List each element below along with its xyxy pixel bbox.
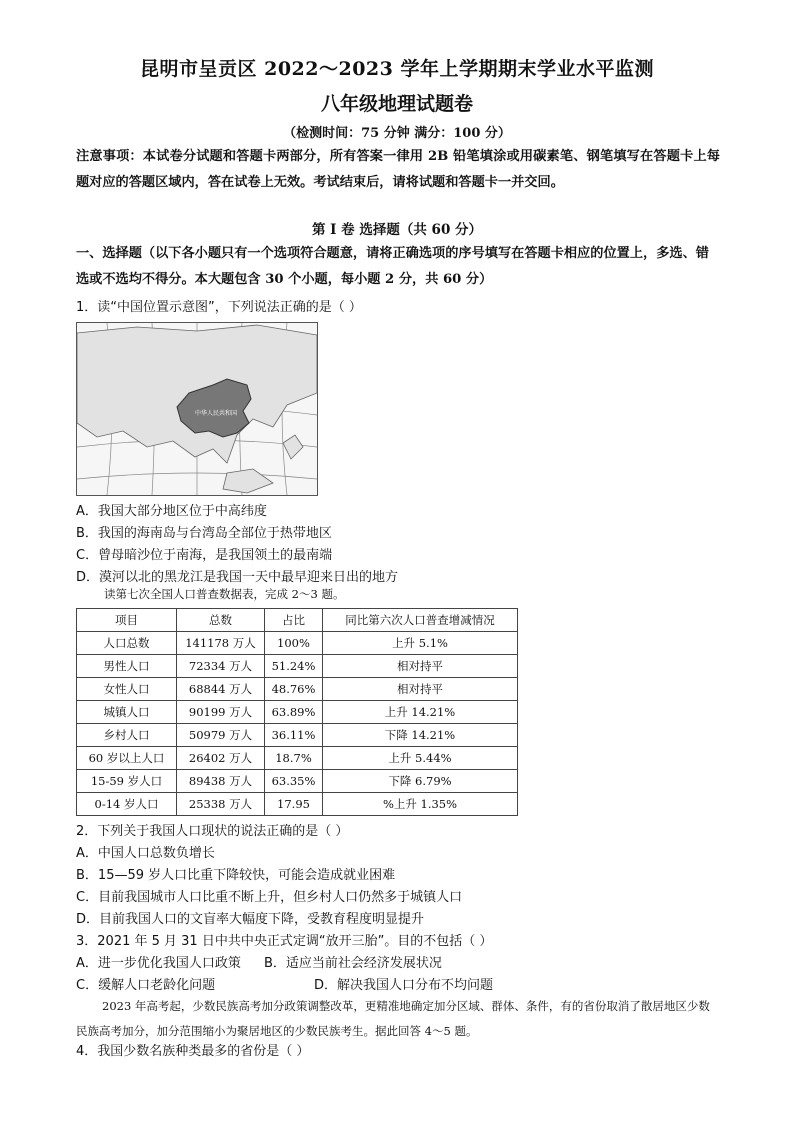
table-row xyxy=(77,747,518,770)
table-row xyxy=(77,770,518,793)
exam-subject-title: 八年级地理试题卷 xyxy=(320,93,473,115)
table-cell: 18.7% xyxy=(265,747,323,770)
table-row xyxy=(77,701,518,724)
table-cell: 上升 5.1% xyxy=(323,632,518,655)
table-cell: 50979 万人 xyxy=(177,724,265,747)
census-table xyxy=(76,608,518,816)
census-header-row xyxy=(77,609,518,632)
table-cell: 17.95 xyxy=(265,793,323,816)
q1-option-c: C．曾母暗沙位于南海，是我国领土的最南端 xyxy=(76,548,333,563)
q3-option-b: B．适应当前社会经济发展状况 xyxy=(264,956,442,971)
table-cell: 城镇人口 xyxy=(77,701,177,724)
table-row xyxy=(77,724,518,747)
table-cell: 100% xyxy=(265,632,323,655)
table-cell: 90199 万人 xyxy=(177,701,265,724)
notice-text: 注意事项：本试卷分试题和答题卡两部分，所有答案一律用 2B 铅笔填涂或用碳素笔、钢笔填写在答题卡上每题对应的答题区域内，答在试卷上无效。考试结束后，请将试题和答题卡一并交回。 xyxy=(76,149,720,190)
table-cell: 89438 万人 xyxy=(177,770,265,793)
table-cell: 25338 万人 xyxy=(177,793,265,816)
table-cell: %上升 1.35% xyxy=(323,793,518,816)
table-cell: 相对持平 xyxy=(323,678,518,701)
table-cell: 72334 万人 xyxy=(177,655,265,678)
table-row xyxy=(77,655,518,678)
q2-option-d: D．目前我国人口的文盲率大幅度下降，受教育程度明显提升 xyxy=(76,912,425,927)
table-cell: 乡村人口 xyxy=(77,724,177,747)
q3-option-d: D．解决我国人口分布不均问题 xyxy=(314,978,494,993)
table-cell: 15-59 岁人口 xyxy=(77,770,177,793)
table-row xyxy=(77,632,518,655)
section-title: 第 Ⅰ 卷 选择题（共 60 分） xyxy=(311,222,483,238)
census-header-item: 项目 xyxy=(77,609,177,632)
map-graphic xyxy=(77,323,317,495)
census-header-share: 占比 xyxy=(265,609,323,632)
census-header-total: 总数 xyxy=(177,609,265,632)
table-cell: 0-14 岁人口 xyxy=(77,793,177,816)
map-china-label: 中华人民共和国 xyxy=(195,410,238,417)
table-cell: 141178 万人 xyxy=(177,632,265,655)
q3-option-a: A．进一步优化我国人口政策 xyxy=(76,956,241,971)
q3-option-c: C．缓解人口老龄化问题 xyxy=(76,978,216,993)
table-cell: 上升 5.44% xyxy=(323,747,518,770)
table-cell: 下降 6.79% xyxy=(323,770,518,793)
table-cell: 63.35% xyxy=(265,770,323,793)
table-cell: 68844 万人 xyxy=(177,678,265,701)
table-cell: 男性人口 xyxy=(77,655,177,678)
q2-stem: 2．下列关于我国人口现状的说法正确的是（ ） xyxy=(76,824,349,839)
q3-stem: 3．2021 年 5 月 31 日中共中央正式定调“放开三胎”。目的不包括（ ） xyxy=(76,934,493,949)
exam-meta: （检测时间：75 分钟 满分：100 分） xyxy=(283,126,511,141)
q1-option-a: A．我国大部分地区位于中高纬度 xyxy=(76,504,267,519)
q2-option-a: A．中国人口总数负增长 xyxy=(76,846,215,861)
table-cell: 女性人口 xyxy=(77,678,177,701)
table-cell: 人口总数 xyxy=(77,632,177,655)
q2-option-c: C．目前我国城市人口比重不断上升，但乡村人口仍然多于城镇人口 xyxy=(76,890,463,905)
q1-option-b: B．我国的海南岛与台湾岛全部位于热带地区 xyxy=(76,526,332,541)
q4-stem: 4．我国少数名族种类最多的省份是（ ） xyxy=(76,1044,310,1059)
table-cell: 48.76% xyxy=(265,678,323,701)
passage-text: 2023 年高考起，少数民族高考加分政策调整改革，更精准地确定加分区域、群体、条件，有的省份取消了散居地区少数民族高考加分，加分范围缩小为聚居地区的少数民族考生。据此回答 4～5 题。 xyxy=(76,999,710,1038)
table-intro: 读第七次全国人口普查数据表，完成 2～3 题。 xyxy=(104,587,345,601)
q2-option-b: B．15—59 岁人口比重下降较快，可能会造成就业困难 xyxy=(76,868,396,883)
table-cell: 下降 14.21% xyxy=(323,724,518,747)
table-cell: 51.24% xyxy=(265,655,323,678)
section-instructions: 一、选择题（以下各小题只有一个选项符合题意，请将正确选项的序号填写在答题卡相应的位置上，多选、错选或不选均不得分。本大题包含 30 个小题，每小题 2 分，共 60 分） xyxy=(76,246,709,287)
china-location-map xyxy=(76,322,318,496)
table-row xyxy=(77,678,518,701)
q1-option-d: D．漠河以北的黑龙江是我国一天中最早迎来日出的地方 xyxy=(76,570,399,585)
table-cell: 26402 万人 xyxy=(177,747,265,770)
table-cell: 相对持平 xyxy=(323,655,518,678)
q1-stem: 1．读“中国位置示意图”，下列说法正确的是（ ） xyxy=(76,300,362,315)
census-header-change: 同比第六次人口普查增减情况 xyxy=(323,609,518,632)
table-cell: 63.89% xyxy=(265,701,323,724)
table-row xyxy=(77,793,518,816)
exam-title: 昆明市呈贡区 2022～2023 学年上学期期末学业水平监测 xyxy=(140,58,654,80)
table-cell: 上升 14.21% xyxy=(323,701,518,724)
table-cell: 60 岁以上人口 xyxy=(77,747,177,770)
table-cell: 36.11% xyxy=(265,724,323,747)
